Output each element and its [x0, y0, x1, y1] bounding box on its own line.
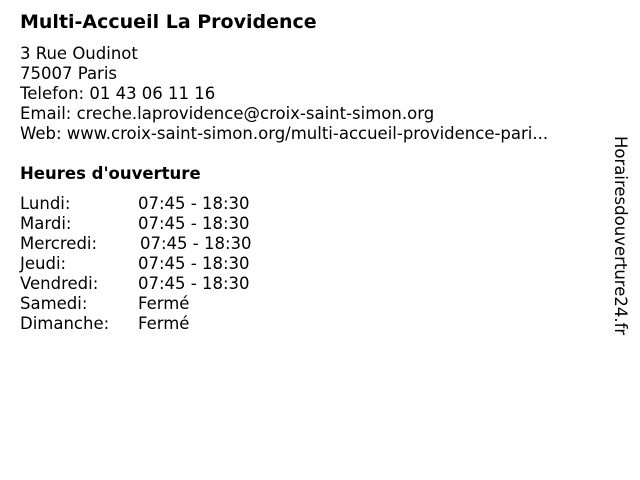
time-value: 07:45 - 18:30 — [138, 194, 250, 213]
address-street: 3 Rue Oudinot — [20, 44, 138, 63]
time-value: 07:45 - 18:30 — [140, 234, 252, 253]
day-label: Jeudi: — [20, 254, 67, 273]
day-label: Mercredi: — [20, 234, 98, 253]
phone-number: Telefon: 01 43 06 11 16 — [20, 84, 216, 103]
time-value: 07:45 - 18:30 — [138, 214, 250, 233]
time-value: 07:45 - 18:30 — [138, 274, 250, 293]
address-city: 75007 Paris — [20, 64, 118, 83]
website-link: Web: www.croix-saint-simon.org/multi-accueil-providence-pari... — [20, 124, 549, 143]
day-label: Vendredi: — [20, 274, 99, 293]
time-value: Fermé — [138, 294, 190, 313]
day-label: Samedi: — [20, 294, 88, 313]
day-label: Dimanche: — [20, 314, 110, 333]
site-brand-vertical: Horairesdouverture24.fr — [611, 136, 630, 336]
business-name: Multi-Accueil La Providence — [20, 11, 317, 33]
email-address: Email: creche.laprovidence@croix-saint-simon.org — [20, 104, 435, 123]
day-label: Mardi: — [20, 214, 72, 233]
day-label: Lundi: — [20, 194, 71, 213]
time-value: Fermé — [138, 314, 190, 333]
time-value: 07:45 - 18:30 — [138, 254, 250, 273]
hours-heading: Heures d'ouverture — [20, 164, 201, 183]
contact-info — [20, 44, 548, 144]
